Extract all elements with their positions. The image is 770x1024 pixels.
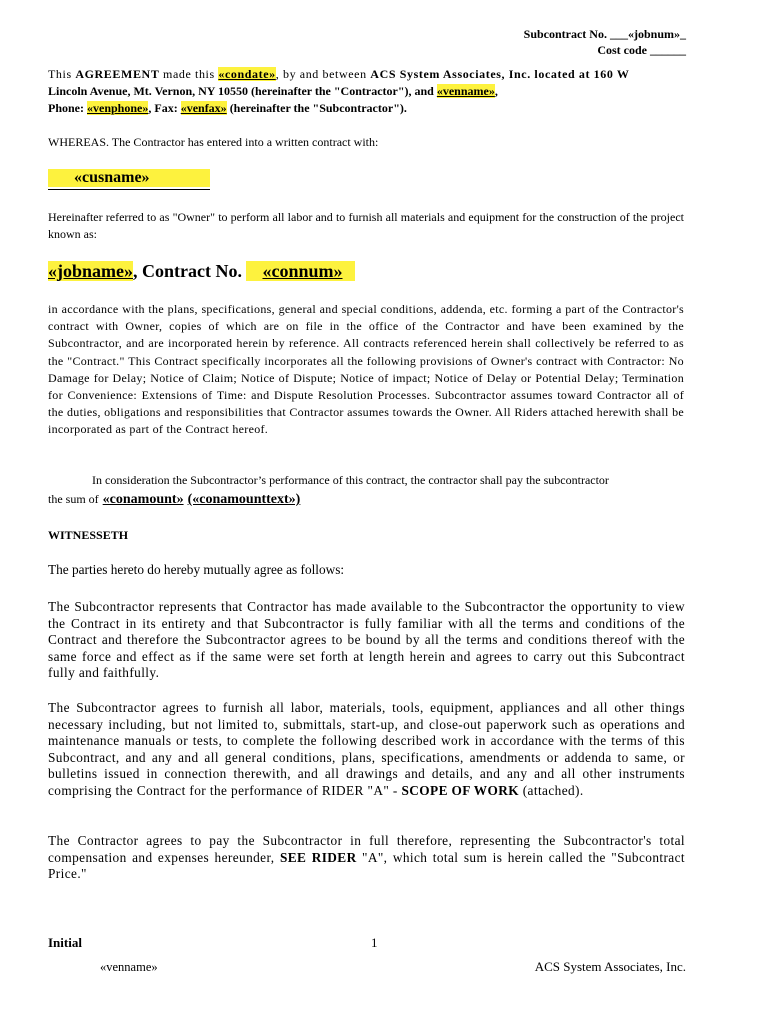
jobname-field[interactable]: «jobname» xyxy=(48,261,133,281)
subcontractor-represents-paragraph: The Subcontractor represents that Contractor has made available to the Subcontractor the opportunity to view the Contract in its entirety and that Subcontractor is fully familiar with all the terms and conditions of the Contract and therefore the Subcontractor agrees to be bound by all the terms and conditions thereof with the same force and effect as if the same were set forth at length herein and agrees to carry out this Subcontract fully and faithfully. xyxy=(48,599,685,680)
owner-paragraph: Hereinafter referred to as "Owner" to perform all labor and to furnish all materials and equipment for the construction of the project known as: xyxy=(48,210,684,241)
conamount-field[interactable]: «conamount» xyxy=(102,492,184,507)
cusname-field[interactable]: «cusname» xyxy=(48,169,210,187)
cusname-field-wrapper xyxy=(48,169,210,190)
venname-field[interactable]: «venname» xyxy=(436,84,495,98)
accordance-paragraph: in accordance with the plans, specifications, general and special conditions, addenda, etc. forming a part of the Contractor's contract with Owner, copies of which are on file in the office of the Contractor and have been examined by the Subcontractor, and are incorporated herein by reference. All contracts referenced herein shall collectively be referred to as the "Contract." This Contract specifically incorporates all the following provisions of Owner's contract with Contractor: No Damage for Delay; Notice of Claim; Notice of Dispute; Notice of impact; Notice of Delay or Potential Delay; Termination for Convenience: Extensions of Time: and Dispute Resolution Processes. Subcontractor assumes toward Contractor all of the duties, obligations and responsibilities that Contractor assumes towards the Owner. All Riders attached herewith shall be incorporated as part of the Contract hereof. xyxy=(48,302,684,437)
subcontractor-agrees-paragraph: The Subcontractor agrees to furnish all labor, materials, tools, equipment, appliances and all other things necessary including, but not limited to, submittals, start-up, and close-out paperwork such as operations and maintenance manuals or tests, to complete the following described work in accordance with the terms of this Subcontract, and any and all general conditions, plans, specifications, amendments or addenda to same, or bulletins issued in connection therewith, and all drawings and details, and any and all other instruments comprising the Contract for the performance of RIDER "A" - SCOPE OF WORK (attached). xyxy=(48,700,685,798)
page-number: 1 xyxy=(371,935,378,950)
footer-venname: «venname» xyxy=(100,960,158,974)
conamounttext-field[interactable]: («conamounttext») xyxy=(187,492,301,507)
intro-paragraph: This AGREEMENT made this «condate», by and between ACS System Associates, Inc. located at 160 W Lincoln Avenue, Mt. Vernon, NY 10550 (hereinafter the "Contractor"), and «venname», Phone: «venphone», Fax: «venfax» (hereinafter the "Subcontractor"). xyxy=(48,67,630,115)
condate-field[interactable]: «condate» xyxy=(218,67,276,81)
footer-company: ACS System Associates, Inc. xyxy=(534,959,686,974)
venphone-field[interactable]: «venphone» xyxy=(87,101,149,115)
parties-line: The parties hereto do hereby mutually agree as follows: xyxy=(48,562,345,577)
subcontract-number: Subcontract No. ___«jobnum»_ xyxy=(523,27,686,41)
header-block xyxy=(524,26,686,58)
venfax-field[interactable]: «venfax» xyxy=(180,101,227,115)
whereas-line: WHEREAS. The Contractor has entered into a written contract with: xyxy=(48,135,379,149)
consideration-line-1: In consideration the Subcontractor’s performance of this contract, the contractor shall pay the subcontractor xyxy=(92,473,609,487)
witnesseth-heading: WITNESSETH xyxy=(48,528,129,542)
initial-label: Initial xyxy=(48,935,82,950)
consideration-line-2: the sum of «conamount» («conamounttext») xyxy=(48,492,301,507)
contractor-pays-paragraph: The Contractor agrees to pay the Subcontractor in full therefore, representing the Subcontractor's total compensation and expenses hereunder, SEE RIDER "A", which total sum is herein called the "Subcontract Price." xyxy=(48,833,685,881)
cost-code: Cost code ______ xyxy=(597,43,686,57)
job-line: «jobname», Contract No. «connum» xyxy=(48,261,355,282)
connum-field[interactable]: «connum» xyxy=(246,261,354,281)
